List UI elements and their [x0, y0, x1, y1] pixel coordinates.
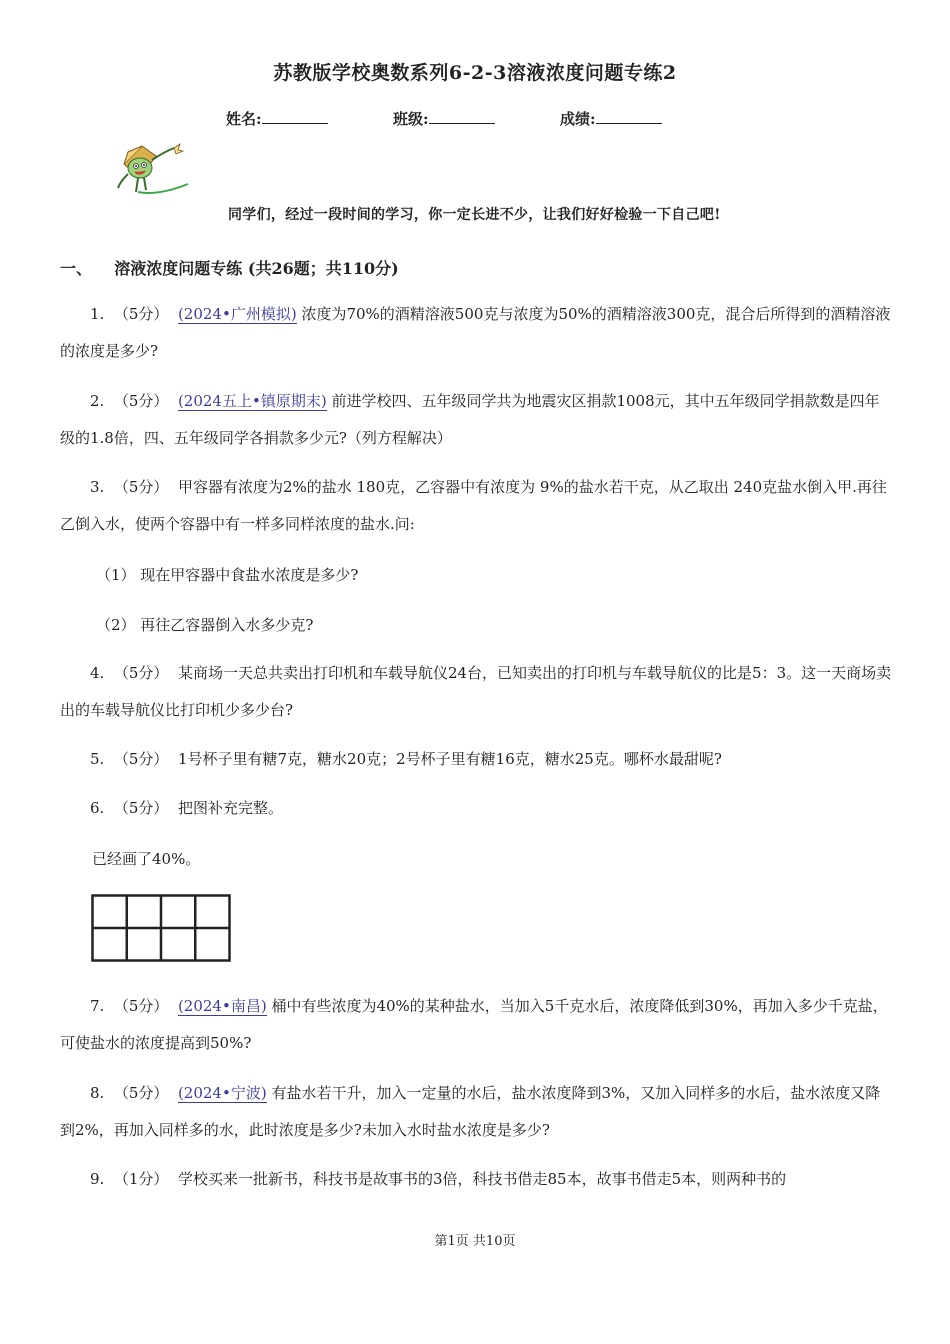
question-score: （5分）	[113, 478, 169, 496]
section-title: 溶液浓度问题专练 (共26题；共110分)	[114, 259, 399, 278]
question-source-link[interactable]: (2024•广州模拟)	[177, 305, 297, 323]
question-source-link[interactable]: (2024五上•镇原期末)	[177, 392, 327, 410]
class-label: 班级:	[393, 110, 429, 128]
question-number: 3.	[90, 478, 105, 496]
question-2	[60, 383, 894, 457]
question-text: 某商场一天总共卖出打印机和车载导航仪24台，已知卖出的打印机与车载导航仪的比是5：3。这一天商场卖出的车载导航仪比打印机少多少台?	[60, 664, 892, 719]
question-3-sub-1: （1） 现在甲容器中食盐水浓度是多少?	[96, 566, 359, 584]
score-blank	[596, 109, 662, 124]
question-score: （5分）	[113, 997, 169, 1015]
question-source-link[interactable]: (2024•南昌)	[177, 997, 267, 1015]
question-number: 8.	[90, 1084, 105, 1102]
score-label: 成绩:	[560, 110, 596, 128]
name-field	[226, 108, 328, 129]
question-4	[60, 655, 894, 729]
question-score: （5分）	[113, 664, 169, 682]
question-text: 浓度为70%的酒精溶液500克与浓度为50%的酒精溶液300克，混合后所得到的酒精溶液的浓度是多少?	[60, 305, 891, 360]
question-source-link[interactable]: (2024•宁波)	[177, 1084, 267, 1102]
question-1	[60, 296, 894, 370]
greeting-text: 同学们，经过一段时间的学习，你一定长进不少，让我们好好检验一下自己吧!	[228, 207, 721, 223]
question-score: （5分）	[113, 750, 169, 768]
name-blank	[262, 109, 328, 124]
question-score: （5分）	[113, 392, 169, 410]
question-number: 5.	[90, 750, 105, 768]
question-score: （5分）	[113, 305, 169, 323]
question-score: （1分）	[113, 1170, 169, 1188]
question-number: 6.	[90, 799, 105, 817]
question-text: 有盐水若干升，加入一定量的水后，盐水浓度降到3%，又加入同样多的水后，盐水浓度又降到2%，再加入同样多的水，此时浓度是多少?未加入水时盐水浓度是多少?	[60, 1084, 881, 1139]
question-number: 7.	[90, 997, 105, 1015]
grid-figure	[91, 894, 231, 962]
question-text: 桶中有些浓度为40%的某种盐水，当加入5千克水后，浓度降低到30%，再加入多少千克盐，可使盐水的浓度提高到50%?	[60, 997, 888, 1052]
section-number: 一、	[60, 259, 93, 278]
section-heading	[60, 256, 399, 279]
question-9	[60, 1161, 894, 1198]
question-text: 甲容器有浓度为2%的盐水 180克，乙容器中有浓度为 9%的盐水若干克，从乙取出 240克盐水倒入甲.再往乙倒入水，使两个容器中有一样多同样浓度的盐水.问:	[60, 478, 887, 533]
question-text: 学校买来一批新书，科技书是故事书的3倍，科技书借走85本，故事书借走5本，则两种书的	[177, 1170, 787, 1188]
question-3	[60, 469, 894, 543]
class-blank	[429, 109, 495, 124]
name-label: 姓名:	[226, 110, 262, 128]
question-text: 1号杯子里有糖7克，糖水20克；2号杯子里有糖16克，糖水25克。哪杯水最甜呢?	[177, 750, 722, 768]
score-field	[560, 108, 662, 129]
question-score: （5分）	[113, 1084, 169, 1102]
question-number: 9.	[90, 1170, 105, 1188]
question-number: 1.	[90, 305, 105, 323]
pencil-mascot-icon	[108, 138, 192, 202]
question-6-note: 已经画了40%。	[92, 850, 201, 868]
question-number: 4.	[90, 664, 105, 682]
question-6	[60, 790, 894, 827]
page-title: 苏教版学校奥数系列6-2-3溶液浓度问题专练2	[273, 62, 677, 84]
class-field	[393, 108, 495, 129]
question-7	[60, 988, 894, 1062]
question-text: 前进学校四、五年级同学共为地震灾区捐款1008元，其中五年级同学捐款数是四年级的1.8倍，四、五年级同学各捐款多少元?（列方程解决）	[60, 392, 880, 447]
page-footer: 第1页 共10页	[434, 1234, 516, 1249]
question-score: （5分）	[113, 799, 169, 817]
question-3-sub-2: （2） 再往乙容器倒入水多少克?	[96, 616, 314, 634]
question-number: 2.	[90, 392, 105, 410]
question-text: 把图补充完整。	[177, 799, 283, 817]
question-5	[60, 741, 894, 778]
question-8	[60, 1075, 894, 1149]
